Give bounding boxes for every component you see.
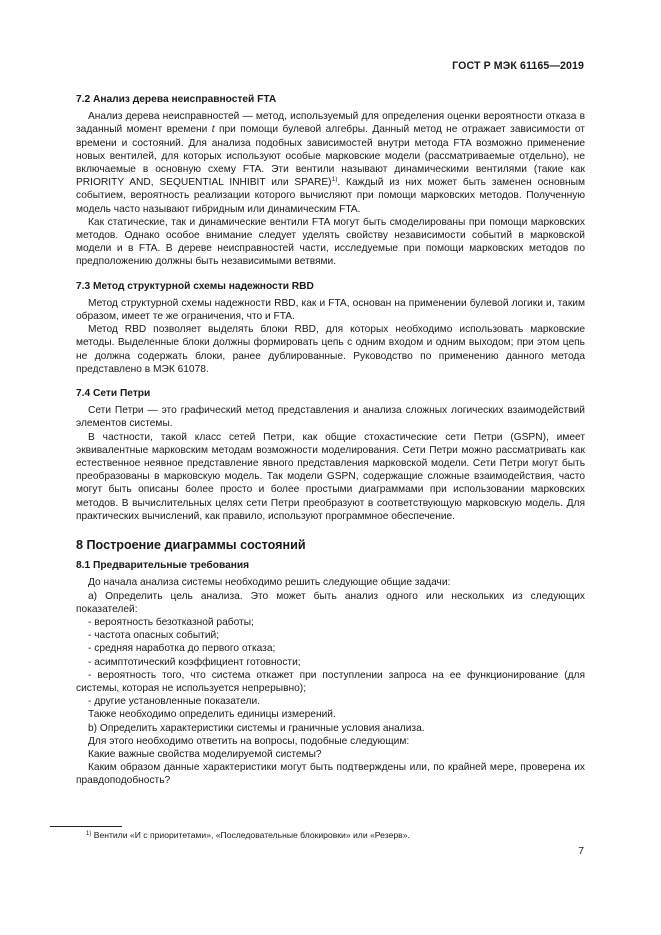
section-7-4-paragraph-1: Сети Петри — это графический метод представления и анализа сложных логических взаимодействий элементов системы. <box>76 405 585 430</box>
standard-header: ГОСТ Р МЭК 61165—2019 <box>452 60 584 72</box>
question-1: Какие важные свойства моделируемой системы? <box>88 748 322 760</box>
list-item: - вероятность того, что система откажет при поступлении запроса на ее функционирование (для системы, которая не используется непрерывно); <box>76 669 585 694</box>
footnote-separator <box>50 826 122 827</box>
footnote <box>86 830 410 841</box>
section-7-2-title: 7.2 Анализ дерева неисправностей FTA <box>76 94 277 105</box>
list-item: - вероятность безотказной работы; <box>88 616 254 628</box>
section-8-1-intro: До начала анализа системы необходимо решить следующие общие задачи: <box>88 577 451 589</box>
section-7-4 <box>76 387 585 523</box>
section-8-title: 8 Построение диаграммы состояний <box>76 538 306 553</box>
section-8-1 <box>76 559 585 787</box>
footnote-reference[interactable]: 1) <box>331 176 338 184</box>
list-item: - асимптотический коэффициент готовности; <box>88 656 301 668</box>
section-7-2-paragraph-1 <box>76 110 585 216</box>
list-item: - другие установленные показатели. <box>88 696 261 708</box>
units-note: Также необходимо определить единицы измерений. <box>88 709 336 721</box>
list-item: - средняя наработка до первого отказа; <box>88 643 276 655</box>
footnote-mark: 1) <box>86 831 92 837</box>
section-7-4-title: 7.4 Сети Петри <box>76 388 151 400</box>
questions-intro: Для этого необходимо ответить на вопросы, подобные следующим: <box>88 735 410 747</box>
section-7-3 <box>76 280 585 376</box>
section-7-2 <box>76 93 585 269</box>
time-variable: t <box>211 124 215 136</box>
section-7-3-paragraph-2: Метод RBD позволяет выделять блоки RBD, для которых необходимо использовать марковские методы. Выделенные блоки должны формировать цепь с одним входом и одним выходом; при этом цепь не должна содержать блоки, ранее дублированные. Руководство по применению данного метода представлено в МЭК 61078. <box>76 324 585 375</box>
task-b: b) Определить характеристики системы и граничные условия анализа. <box>88 722 425 734</box>
text-span: . Каждый из них может быть заменен основным событием, вероятность реализации которого вычисляют при помощи марковских методов. Полученную модель часто называют гибридным или динамическим FTA. <box>76 177 585 215</box>
section-7-3-paragraph-1: Метод структурной схемы надежности RBD, как и FTA, основан на применении булевой логики и, таким образом, имеет те же ограничения, что и FTA. <box>76 297 585 323</box>
footnote-text: Вентили «И с приоритетами», «Последовательные блокировки» или «Резерв». <box>91 830 410 840</box>
section-7-2-paragraph-2: Как статические, так и динамические вентили FTA могут быть смоделированы при помощи марковских методов. Однако особое внимание следует уделять свойству независимости событий в марковской модели и в FTA. В дереве неисправностей части, исследуемые при помощи марковских методов по предположению должны быть независимыми ветвями. <box>76 216 585 268</box>
page-number: 7 <box>578 846 584 857</box>
section-7-4-paragraph-2: В частности, такой класс сетей Петри, как общие стохастические сети Петри (GSPN), имеет эквивалентные марковским методам возможности моделирования. Сети Петри можно рассматривать как естественное неявное представление явного представления марковской модели. Сети Петри могут быть преобразованы в марковскую модель. Так модели GSPN, содержащие сложные взаимодействия, часто могут быть описаны более просто и более простыми диаграммами при использовании марковских методов. В вычислительных целях сети Петри преобразуют в соответствующую марковскую модель. Для практических вычислений, как правило, используют программное обеспечение. <box>76 431 585 522</box>
section-7-3-title: 7.3 Метод структурной схемы надежности RBD <box>76 280 314 292</box>
task-a: а) Определить цель анализа. Это может быть анализ одного или нескольких из следующих показателей: <box>76 590 585 615</box>
text-span: при помощи булевой алгебры. Данный метод не отражает зависимости от времени и состояний. Для анализа подобных зависимостей внутри метода FTA возможно применение новых вентилей, для которых используют особые марковские модели (рассматриваемые отдельно), не включаемые в основную схему FTA. Эти вентили называют динамическими вентилями (такие как PRIORITY AND, SEQUENTIAL INHIBIT или SPARE) <box>76 124 585 189</box>
question-2: Каким образом данные характеристики могут быть подтверждены или, по крайней мере, проверена их правдоподобность? <box>76 762 585 787</box>
page-content <box>76 93 585 788</box>
section-8-1-title: 8.1 Предварительные требования <box>76 560 250 572</box>
text-span: Анализ дерева неисправностей — метод, используемый для определения оценки вероятности отказа в заданный момент времени <box>76 111 585 136</box>
list-item: - частота опасных событий; <box>88 630 220 642</box>
